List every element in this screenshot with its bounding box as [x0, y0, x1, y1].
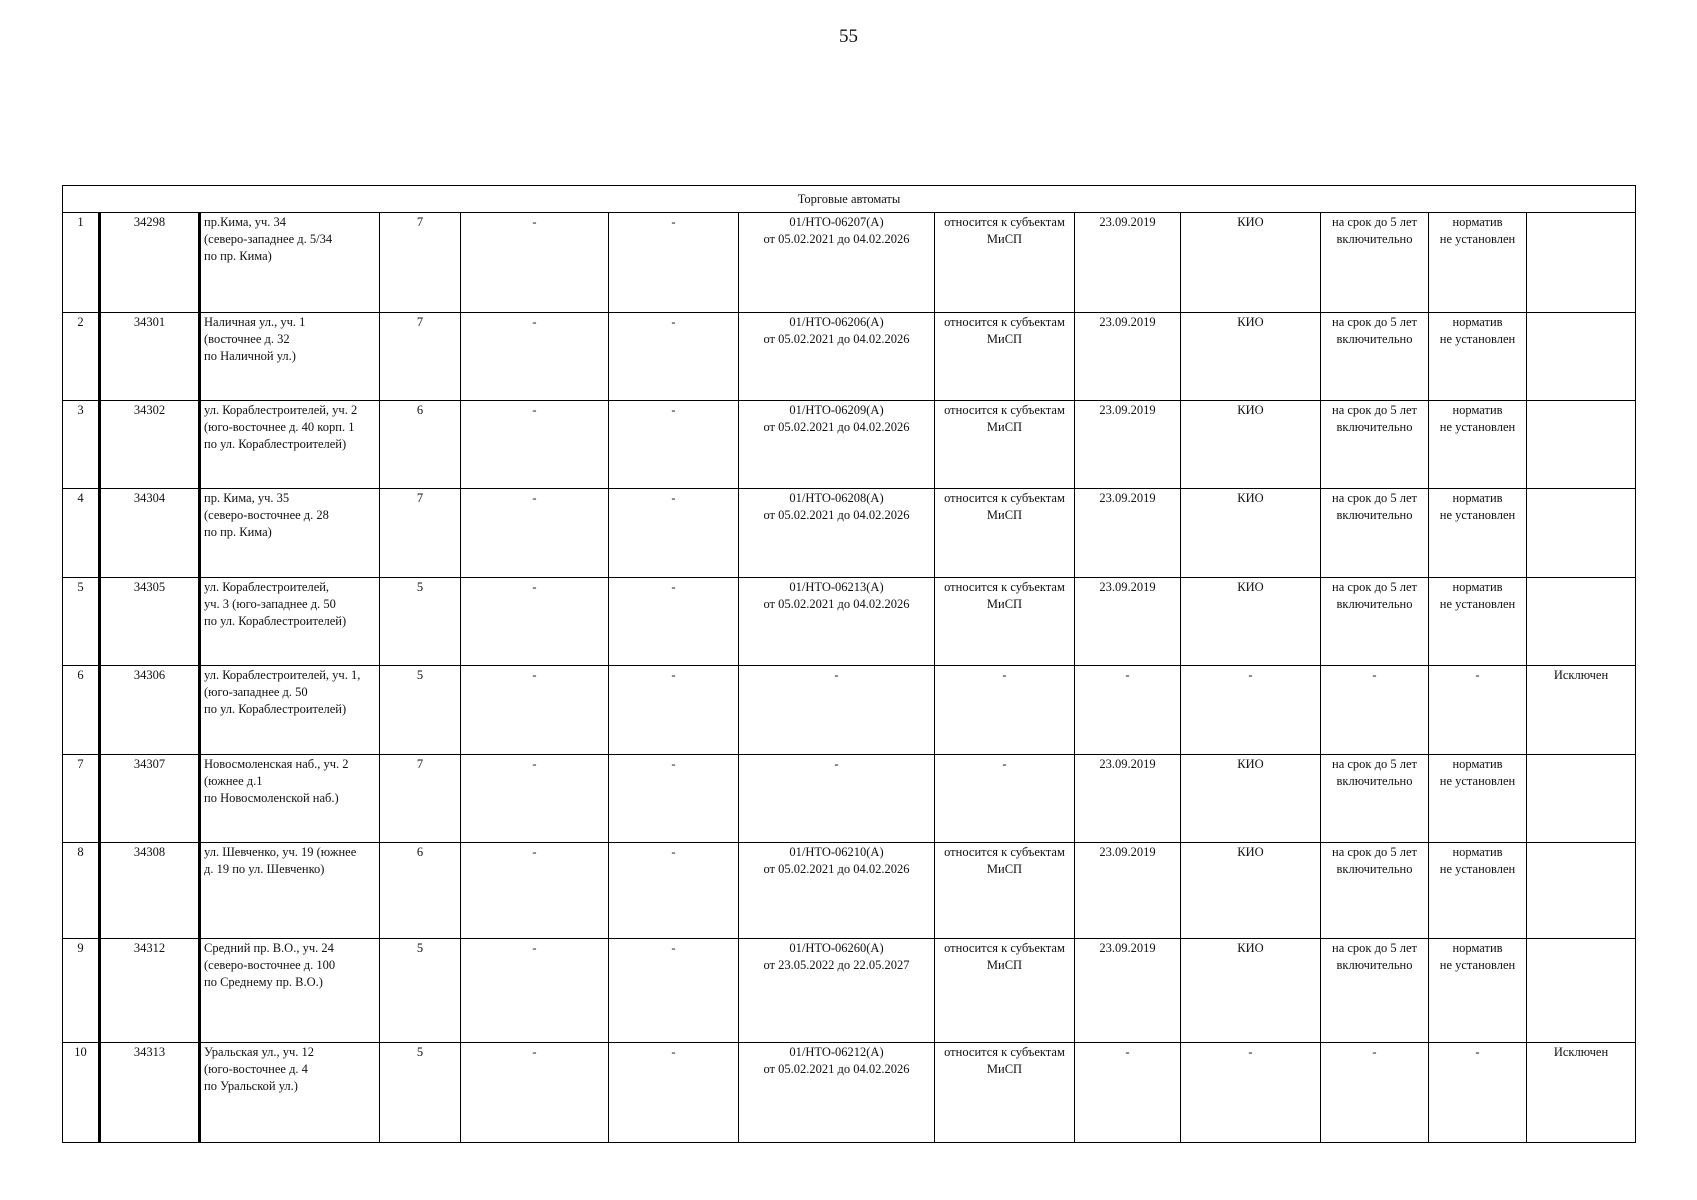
cell-number: 2 [63, 313, 100, 401]
cell-norm: - [1429, 1043, 1527, 1143]
cell-col6: - [609, 578, 739, 666]
cell-area: 5 [380, 939, 461, 1043]
cell-date: 23.09.2019 [1075, 939, 1181, 1043]
cell-col6: - [609, 666, 739, 755]
cell-note [1527, 843, 1636, 939]
cell-org: КИО [1181, 489, 1321, 578]
cell-date: 23.09.2019 [1075, 401, 1181, 489]
section-header-row [63, 186, 1636, 213]
cell-norm: норматив не установлен [1429, 578, 1527, 666]
cell-term: на срок до 5 лет включительно [1321, 401, 1429, 489]
cell-col6: - [609, 213, 739, 313]
cell-date: 23.09.2019 [1075, 578, 1181, 666]
cell-number: 3 [63, 401, 100, 489]
cell-address: Уральская ул., уч. 12 (юго-восточнее д. 4 по Уральской ул.) [200, 1043, 380, 1143]
cell-org: КИО [1181, 578, 1321, 666]
cell-smsp: относится к субъектам МиСП [935, 313, 1075, 401]
cell-term: на срок до 5 лет включительно [1321, 843, 1429, 939]
cell-col5: - [461, 213, 609, 313]
cell-number: 9 [63, 939, 100, 1043]
cell-smsp: относится к субъектам МиСП [935, 843, 1075, 939]
cell-object-id: 34302 [100, 401, 200, 489]
cell-note [1527, 213, 1636, 313]
cell-object-id: 34304 [100, 489, 200, 578]
table-row [63, 755, 1636, 843]
registry-table [62, 185, 1636, 1143]
cell-date: - [1075, 666, 1181, 755]
cell-note: Исключен [1527, 1043, 1636, 1143]
cell-col5: - [461, 666, 609, 755]
cell-address: ул. Шевченко, уч. 19 (южнее д. 19 по ул. Шевченко) [200, 843, 380, 939]
cell-contract: 01/НТО-06207(А) от 05.02.2021 до 04.02.2026 [739, 213, 935, 313]
cell-norm: норматив не установлен [1429, 313, 1527, 401]
cell-number: 8 [63, 843, 100, 939]
cell-term: на срок до 5 лет включительно [1321, 939, 1429, 1043]
cell-org: КИО [1181, 313, 1321, 401]
cell-smsp: относится к субъектам МиСП [935, 401, 1075, 489]
cell-object-id: 34307 [100, 755, 200, 843]
cell-col5: - [461, 489, 609, 578]
cell-norm: - [1429, 666, 1527, 755]
cell-area: 7 [380, 489, 461, 578]
cell-col6: - [609, 939, 739, 1043]
cell-smsp: относится к субъектам МиСП [935, 213, 1075, 313]
table-row [63, 666, 1636, 755]
cell-date: 23.09.2019 [1075, 843, 1181, 939]
cell-col5: - [461, 1043, 609, 1143]
cell-object-id: 34312 [100, 939, 200, 1043]
cell-number: 5 [63, 578, 100, 666]
cell-area: 7 [380, 313, 461, 401]
cell-note: Исключен [1527, 666, 1636, 755]
cell-area: 5 [380, 578, 461, 666]
cell-contract: 01/НТО-06209(А) от 05.02.2021 до 04.02.2026 [739, 401, 935, 489]
cell-object-id: 34306 [100, 666, 200, 755]
cell-term: - [1321, 666, 1429, 755]
cell-org: КИО [1181, 213, 1321, 313]
cell-term: на срок до 5 лет включительно [1321, 313, 1429, 401]
cell-address: Новосмоленская наб., уч. 2 (южнее д.1 по Новосмоленской наб.) [200, 755, 380, 843]
cell-object-id: 34305 [100, 578, 200, 666]
cell-norm: норматив не установлен [1429, 939, 1527, 1043]
cell-number: 7 [63, 755, 100, 843]
cell-col6: - [609, 843, 739, 939]
table-body [63, 186, 1636, 1143]
cell-col5: - [461, 755, 609, 843]
cell-date: 23.09.2019 [1075, 213, 1181, 313]
cell-address: пр. Кима, уч. 35 (северо-восточнее д. 28 по пр. Кима) [200, 489, 380, 578]
table-row [63, 313, 1636, 401]
cell-term: на срок до 5 лет включительно [1321, 489, 1429, 578]
cell-area: 7 [380, 213, 461, 313]
table-row [63, 1043, 1636, 1143]
table-row [63, 578, 1636, 666]
cell-address: ул. Кораблестроителей, уч. 2 (юго-восточнее д. 40 корп. 1 по ул. Кораблестроителей) [200, 401, 380, 489]
page-number: 55 [839, 26, 858, 47]
cell-number: 10 [63, 1043, 100, 1143]
cell-note [1527, 755, 1636, 843]
cell-address: ул. Кораблестроителей, уч. 1, (юго-западнее д. 50 по ул. Кораблестроителей) [200, 666, 380, 755]
cell-date: 23.09.2019 [1075, 313, 1181, 401]
section-title: Торговые автоматы [63, 186, 1636, 213]
cell-note [1527, 313, 1636, 401]
cell-note [1527, 489, 1636, 578]
cell-address: Наличная ул., уч. 1 (восточнее д. 32 по Наличной ул.) [200, 313, 380, 401]
cell-term: на срок до 5 лет включительно [1321, 578, 1429, 666]
cell-smsp: относится к субъектам МиСП [935, 939, 1075, 1043]
cell-col5: - [461, 843, 609, 939]
cell-number: 1 [63, 213, 100, 313]
cell-col6: - [609, 1043, 739, 1143]
cell-smsp: относится к субъектам МиСП [935, 489, 1075, 578]
cell-smsp: - [935, 755, 1075, 843]
cell-object-id: 34308 [100, 843, 200, 939]
cell-norm: норматив не установлен [1429, 843, 1527, 939]
cell-area: 5 [380, 1043, 461, 1143]
cell-contract: 01/НТО-06260(А) от 23.05.2022 до 22.05.2027 [739, 939, 935, 1043]
cell-norm: норматив не установлен [1429, 401, 1527, 489]
table-row [63, 939, 1636, 1043]
cell-note [1527, 401, 1636, 489]
table-row [63, 213, 1636, 313]
table-row [63, 843, 1636, 939]
cell-org: - [1181, 1043, 1321, 1143]
cell-term: - [1321, 1043, 1429, 1143]
cell-org: КИО [1181, 939, 1321, 1043]
cell-note [1527, 578, 1636, 666]
cell-contract: - [739, 666, 935, 755]
cell-smsp: относится к субъектам МиСП [935, 578, 1075, 666]
cell-object-id: 34298 [100, 213, 200, 313]
cell-col5: - [461, 578, 609, 666]
cell-org: КИО [1181, 755, 1321, 843]
cell-col5: - [461, 939, 609, 1043]
cell-org: КИО [1181, 401, 1321, 489]
cell-note [1527, 939, 1636, 1043]
cell-address: пр.Кима, уч. 34 (северо-западнее д. 5/34 по пр. Кима) [200, 213, 380, 313]
cell-number: 6 [63, 666, 100, 755]
cell-address: Средний пр. В.О., уч. 24 (северо-восточнее д. 100 по Среднему пр. В.О.) [200, 939, 380, 1043]
cell-date: 23.09.2019 [1075, 489, 1181, 578]
cell-norm: норматив не установлен [1429, 755, 1527, 843]
cell-col6: - [609, 489, 739, 578]
cell-contract: 01/НТО-06212(А) от 05.02.2021 до 04.02.2026 [739, 1043, 935, 1143]
cell-col6: - [609, 313, 739, 401]
cell-org: КИО [1181, 843, 1321, 939]
cell-contract: 01/НТО-06210(А) от 05.02.2021 до 04.02.2026 [739, 843, 935, 939]
cell-smsp: относится к субъектам МиСП [935, 1043, 1075, 1143]
cell-area: 6 [380, 401, 461, 489]
table-row [63, 401, 1636, 489]
cell-col5: - [461, 313, 609, 401]
cell-col5: - [461, 401, 609, 489]
cell-area: 7 [380, 755, 461, 843]
cell-contract: 01/НТО-06213(А) от 05.02.2021 до 04.02.2026 [739, 578, 935, 666]
cell-col6: - [609, 401, 739, 489]
cell-contract: 01/НТО-06206(А) от 05.02.2021 до 04.02.2026 [739, 313, 935, 401]
cell-object-id: 34313 [100, 1043, 200, 1143]
cell-term: на срок до 5 лет включительно [1321, 213, 1429, 313]
cell-area: 5 [380, 666, 461, 755]
cell-norm: норматив не установлен [1429, 489, 1527, 578]
cell-col6: - [609, 755, 739, 843]
cell-object-id: 34301 [100, 313, 200, 401]
cell-date: 23.09.2019 [1075, 755, 1181, 843]
cell-contract: 01/НТО-06208(А) от 05.02.2021 до 04.02.2026 [739, 489, 935, 578]
cell-date: - [1075, 1043, 1181, 1143]
cell-number: 4 [63, 489, 100, 578]
cell-norm: норматив не установлен [1429, 213, 1527, 313]
cell-org: - [1181, 666, 1321, 755]
cell-smsp: - [935, 666, 1075, 755]
cell-area: 6 [380, 843, 461, 939]
cell-term: на срок до 5 лет включительно [1321, 755, 1429, 843]
cell-contract: - [739, 755, 935, 843]
table-row [63, 489, 1636, 578]
cell-address: ул. Кораблестроителей, уч. 3 (юго-западнее д. 50 по ул. Кораблестроителей) [200, 578, 380, 666]
